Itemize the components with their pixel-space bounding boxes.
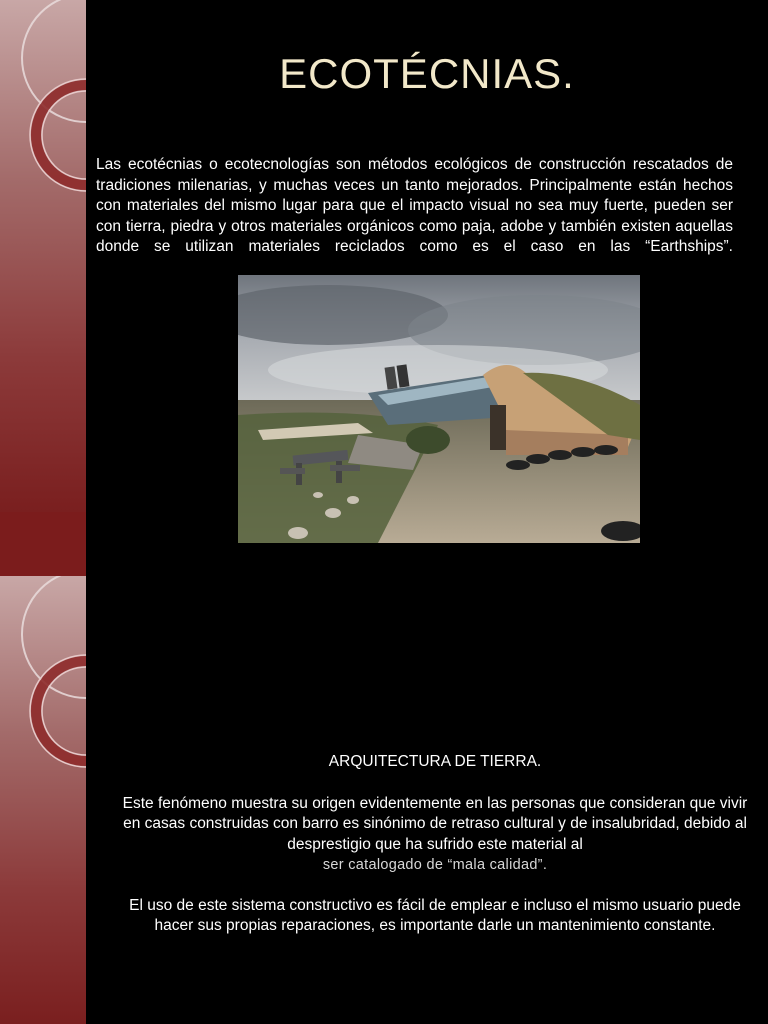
paragraph-1-tail: ser catalogado de “mala calidad”. (322, 857, 548, 873)
circles-ornament-bottom (0, 576, 86, 1024)
decorative-side-band-bottom (0, 576, 86, 1024)
section-heading: ARQUITECTURA DE TIERRA. (328, 753, 542, 770)
section-paragraph-2: El uso de este sistema constructivo es fácil de emplear e incluso el mismo usuario puede hacer sus propias reparaciones, es importante darle un mantenimiento constante. (129, 896, 741, 934)
intro-paragraph: Las ecotécnias o ecotecnologías son métodos ecológicos de construcción rescatados de tradiciones milenarias, y muchas veces un tanto mejorados. Principalmente están hechos con materiales del mismo lugar para que el impacto visual no sea muy fuerte, pueden ser con tierra, piedra y otros materiales orgánicos como paja, adobe y también existen aquellas donde se utilizan materiales reciclados como es el caso en las “Earthships”. (96, 156, 733, 255)
circles-ornament (0, 0, 86, 512)
earthship-photo (238, 275, 640, 543)
decorative-band-divider (0, 512, 86, 576)
paragraph-1-text: Este fenómeno muestra su origen evidentemente en las personas que consideran que vivir en casas construidas con barro es sinónimo de retraso cultural y de insalubridad, debido al desprestigio que ha sufrido este material al (122, 794, 748, 853)
earth-architecture-section (120, 752, 750, 957)
section-paragraph-1 (120, 794, 750, 876)
decorative-side-band-top (0, 0, 86, 512)
slide-title: ECOTÉCNIAS. (279, 50, 575, 97)
